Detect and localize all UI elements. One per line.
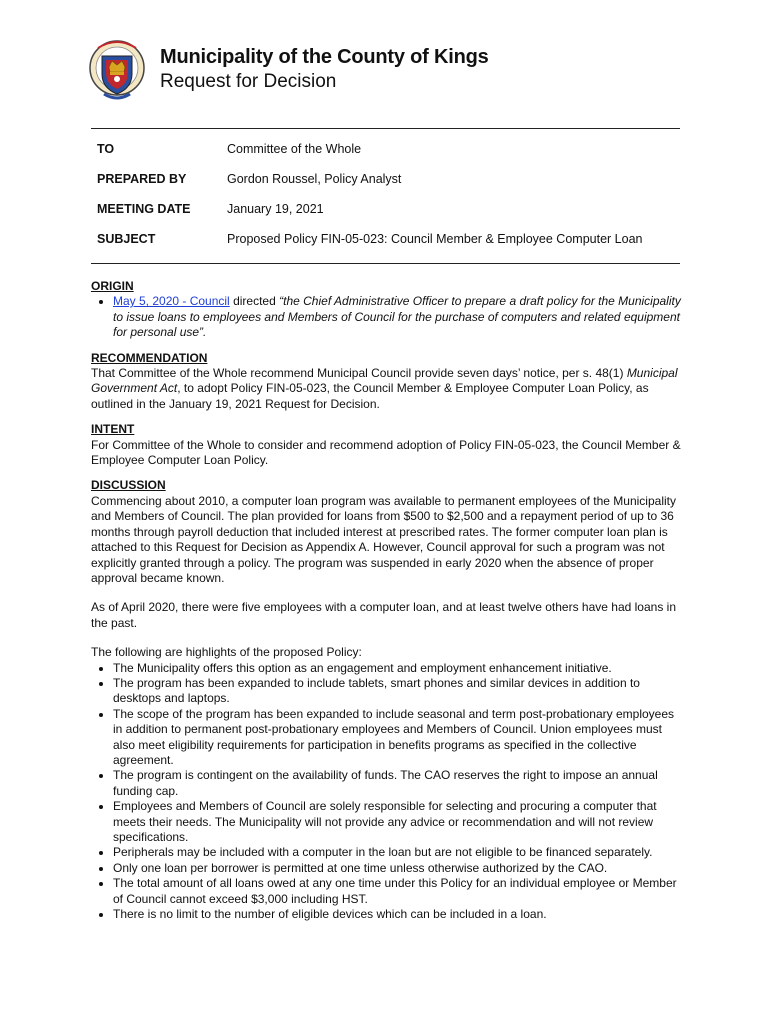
recommendation-text-1: That Committee of the Whole recommend Municipal Council provide seven days’ notice, per s. 48(1): [91, 366, 624, 381]
list-item: • The Municipality offers this option as an engagement and employment enhancement initiative.: [113, 661, 681, 676]
meta-row-meeting-date: [97, 202, 677, 232]
meta-label: PREPARED BY: [97, 172, 187, 186]
intent-heading: INTENT: [91, 422, 135, 437]
origin-quote: “the Chief Administrative Officer to prepare a draft policy for the Municipality to issue loans to employees and Members of Council for the purchase of computers and related equipment for personal use”.: [113, 294, 681, 340]
meta-label: MEETING DATE: [97, 202, 191, 216]
list-item: • Only one loan per borrower is permitted at one time unless otherwise authorized by the CAO.: [113, 861, 681, 876]
header-divider-top: [91, 128, 680, 129]
recommendation-heading: RECOMMENDATION: [91, 350, 208, 365]
origin-list: [91, 294, 681, 340]
meta-label: SUBJECT: [97, 232, 156, 246]
header-divider-bottom: [91, 263, 680, 264]
document-subtitle: Request for Decision: [160, 71, 337, 92]
meta-value: Gordon Roussel, Policy Analyst: [227, 172, 402, 186]
discussion-paragraph-2: As of April 2020, there were five employees with a computer loan, and at least twelve others have had loans in the past.: [91, 600, 676, 630]
origin-directed: directed: [233, 294, 276, 309]
act-name: Municipal Government Act: [91, 366, 678, 396]
recommendation-text-2: , to adopt Policy FIN-05-023, the Council Member & Employee Computer Loan Policy, as outlined in the January 19, 2021 Request for Decision.: [91, 381, 649, 411]
meta-label: TO: [97, 142, 115, 156]
list-item: • The scope of the program has been expanded to include seasonal and term post-probationary employees in addition to permanent post-probationary employees and Members of Council. Union employees must also meet eligibility requirements for participation in benefits programs as specified in the collective agreement.: [113, 707, 681, 769]
recommendation-section: [91, 351, 681, 413]
council-minutes-link[interactable]: May 5, 2020 - Council: [113, 294, 230, 309]
list-item: • The program has been expanded to include tablets, smart phones and similar devices in addition to desktops and laptops.: [113, 676, 681, 707]
meta-value: Committee of the Whole: [227, 142, 362, 156]
list-item: • The total amount of all loans owed at any one time under this Policy for an individual employee or Member of Council cannot exceed $3,000 including HST.: [113, 876, 681, 907]
discussion-paragraph-1: Commencing about 2010, a computer loan program was available to permanent employees of the Municipality and Members of Council. The plan provided for loans from $500 to $2,500 and a repayment period of up to 36 months through payroll deduction that included interest at prescribed rates. The former computer loan plan is attached to this Request for Decision as Appendix A. However, Council approval for such a program was not explicitly granted through a policy. The program was suspended in early 2020 when the absence of proper approval became known.: [91, 493, 676, 585]
discussion-heading: DISCUSSION: [91, 478, 166, 493]
intent-section: [91, 422, 681, 468]
origin-section: [91, 279, 681, 341]
meta-row-to: [97, 142, 677, 172]
municipal-crest-logo: [88, 34, 146, 106]
highlights-list: [91, 661, 681, 923]
document-title: Municipality of the County of Kings: [160, 46, 489, 68]
list-item: • Peripherals may be included with a computer in the loan but are not eligible to be financed separately.: [113, 845, 681, 860]
discussion-section: [91, 478, 681, 922]
meta-value: January 19, 2021: [227, 202, 324, 216]
memo-header-table: [97, 142, 677, 262]
document-body: [91, 279, 681, 922]
meta-row-prepared-by: [97, 172, 677, 202]
list-item: • Employees and Members of Council are solely responsible for selecting and procuring a computer that meets their needs. The Municipality will not provide any advice or recommendation and will not review specifications.: [113, 799, 681, 845]
list-item: [113, 294, 681, 340]
discussion-paragraph-3: The following are highlights of the proposed Policy:: [91, 645, 362, 660]
meta-value: Proposed Policy FIN-05-023: Council Member & Employee Computer Loan: [227, 232, 643, 246]
origin-heading: ORIGIN: [91, 279, 134, 293]
meta-row-subject: [97, 232, 677, 262]
recommendation-text: [91, 366, 681, 412]
intent-text: For Committee of the Whole to consider and recommend adoption of Policy FIN-05-023, the Council Member & Employee Computer Loan Policy.: [91, 437, 681, 468]
list-item: • There is no limit to the number of eligible devices which can be included in a loan.: [113, 907, 681, 922]
list-item: • The program is contingent on the availability of funds. The CAO reserves the right to impose an annual funding cap.: [113, 768, 681, 799]
